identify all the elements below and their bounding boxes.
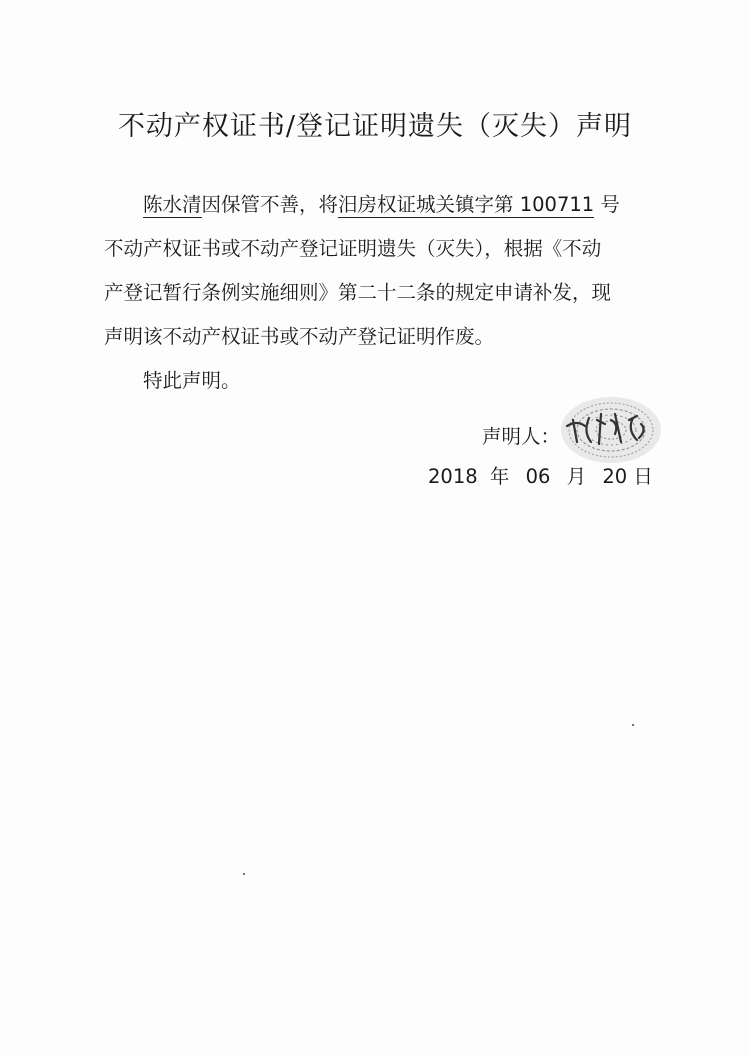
- paragraph-line-2: 不动产权证书或不动产登记证明遗失（灭失），根据《不动: [104, 237, 602, 260]
- paragraph-line-4: 声明该不动产权证书或不动产登记证明作废。: [104, 325, 495, 348]
- date-day: 20: [602, 465, 628, 488]
- date-year: 2018: [428, 465, 478, 488]
- paragraph-line-1-middle: 因保管不善，将: [201, 193, 339, 216]
- date-year-unit: 年: [489, 465, 510, 488]
- declaration-date: [428, 461, 653, 489]
- certificate-number: 汨房权证城关镇字第 100711: [338, 193, 595, 216]
- paragraph-line-1: [104, 183, 644, 227]
- closing-statement: 特此声明。: [143, 369, 241, 392]
- document-title: 不动产权证书/登记证明遗失（灭失）声明: [117, 111, 633, 142]
- date-month-unit: 月: [566, 465, 587, 488]
- declarant-name: 陈水清: [143, 193, 202, 216]
- paragraph-line-3: 产登记暂行条例实施细则》第二十二条的规定申请补发，现: [104, 281, 612, 304]
- declaration-body: [104, 183, 644, 403]
- date-month: 06: [525, 465, 551, 488]
- fingerprint-signature-icon: [553, 390, 663, 470]
- declarant-label: 声明人：: [482, 425, 561, 448]
- paragraph-line-1-end: 号: [594, 193, 620, 216]
- scan-speck: [243, 873, 245, 875]
- scan-speck: [632, 724, 634, 726]
- date-day-unit: 日: [633, 465, 653, 488]
